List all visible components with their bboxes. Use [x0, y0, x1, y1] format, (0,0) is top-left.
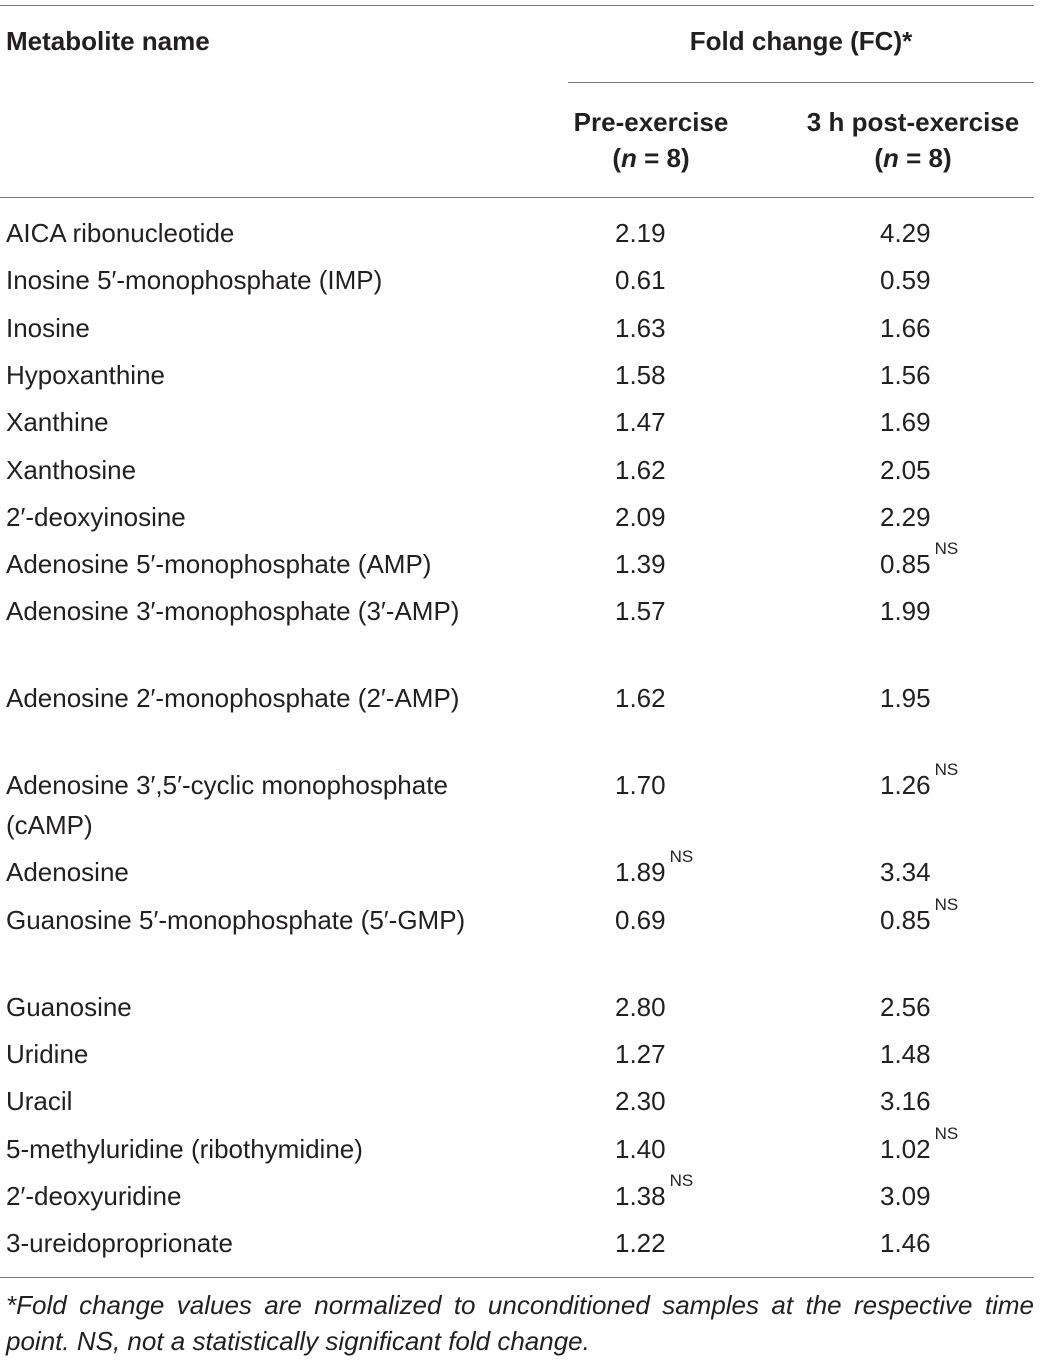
- metabolite-name-cell: Inosine 5′-monophosphate (IMP): [6, 265, 383, 296]
- pre-exercise-fc-value: 0.69: [615, 904, 666, 935]
- header-post-exercise-label: 3 h post-exercise: [806, 107, 1020, 137]
- pre-exercise-fc-cell: [615, 678, 666, 718]
- post-exercise-fc-cell: [880, 591, 931, 631]
- post-exercise-fc-value: 2.05: [880, 454, 931, 485]
- not-significant-marker: NS: [934, 1123, 959, 1143]
- pre-exercise-fc-cell: [615, 847, 694, 892]
- header-post-exercise-n: (n = 8): [874, 143, 952, 173]
- pre-exercise-fc-value: 1.40: [615, 1133, 666, 1164]
- post-exercise-fc-value: 1.69: [880, 407, 931, 438]
- pre-exercise-fc-cell: [615, 260, 666, 300]
- pre-exercise-fc-cell: [615, 544, 666, 584]
- pre-exercise-fc-cell: [615, 1170, 694, 1216]
- header-bottom-rule: [0, 197, 1034, 198]
- post-exercise-fc-cell: [880, 760, 959, 805]
- not-significant-marker: NS: [669, 847, 694, 867]
- pre-exercise-fc-cell: [615, 402, 666, 442]
- post-exercise-fc-value: 2.29: [880, 501, 931, 532]
- post-exercise-fc-cell: [880, 1176, 931, 1216]
- header-post-exercise: [785, 104, 1041, 176]
- post-exercise-fc-cell: [880, 539, 959, 584]
- header-metabolite-name: Metabolite name: [6, 26, 210, 56]
- pre-exercise-fc-value: 1.57: [615, 596, 666, 627]
- metabolite-name-cell: Uridine: [6, 1039, 89, 1069]
- table-footnote: *Fold change values are normalized to unconditioned samples at the respective time point. NS, not a statistically significant fold change.: [6, 1290, 1034, 1356]
- pre-exercise-fc-cell: [615, 1081, 666, 1121]
- pre-exercise-fc-value: 1.62: [615, 454, 666, 485]
- metabolite-name-cell: Uracil: [6, 1086, 73, 1117]
- pre-exercise-fc-cell: [615, 213, 666, 253]
- pre-exercise-fc-cell: [615, 497, 666, 537]
- post-exercise-fc-value: 3.09: [880, 1180, 931, 1211]
- post-exercise-fc-cell: [880, 678, 931, 718]
- top-rule: [0, 5, 1034, 6]
- metabolite-name-cell: Adenosine 3′-monophosphate (3′-AMP): [6, 596, 460, 627]
- post-exercise-fc-cell: [880, 1223, 931, 1263]
- pre-exercise-fc-value: 1.63: [615, 312, 666, 343]
- pre-exercise-fc-cell: [615, 1129, 666, 1169]
- post-exercise-fc-value: 1.66: [880, 312, 931, 343]
- pre-exercise-fc-value: 1.58: [615, 359, 666, 390]
- pre-exercise-fc-value: 2.09: [615, 501, 666, 532]
- pre-exercise-fc-value: 1.47: [615, 407, 666, 438]
- not-significant-marker: NS: [934, 894, 959, 914]
- pre-exercise-fc-value: 1.89: [615, 857, 666, 888]
- post-exercise-fc-value: 4.29: [880, 218, 931, 248]
- post-exercise-fc-value: 1.26: [880, 770, 931, 801]
- post-exercise-fc-cell: [880, 497, 931, 537]
- post-exercise-fc-cell: [880, 852, 931, 892]
- post-exercise-fc-value: 3.16: [880, 1086, 931, 1117]
- pre-exercise-fc-cell: [615, 987, 666, 1027]
- metabolite-name-cell: Guanosine: [6, 991, 132, 1022]
- metabolite-name-cell: Xanthine: [6, 407, 109, 438]
- metabolite-name-cell: Adenosine 5′-monophosphate (AMP): [6, 549, 432, 580]
- metabolite-name-cell: Adenosine 2′-monophosphate (2′-AMP): [6, 683, 460, 714]
- post-exercise-fc-cell: [880, 987, 931, 1027]
- pre-exercise-fc-cell: [615, 308, 666, 348]
- metabolite-name-cell: Adenosine: [6, 857, 129, 888]
- post-exercise-fc-value: 3.34: [880, 857, 931, 888]
- pre-exercise-fc-value: 2.30: [615, 1086, 666, 1117]
- metabolite-name-cell: Adenosine 3′,5′-cyclic monophosphate (cAMP): [6, 770, 448, 841]
- pre-exercise-fc-value: 1.22: [615, 1228, 666, 1259]
- header-pre-exercise-n: (n = 8): [612, 143, 690, 173]
- post-exercise-fc-value: 1.99: [880, 596, 931, 627]
- post-exercise-fc-value: 1.95: [880, 683, 931, 714]
- post-exercise-fc-cell: [880, 1081, 931, 1121]
- post-exercise-fc-cell: [880, 1123, 959, 1169]
- pre-exercise-fc-cell: [615, 355, 666, 395]
- post-exercise-fc-cell: [880, 1034, 931, 1074]
- table-bottom-rule: [0, 1277, 1034, 1278]
- post-exercise-fc-cell: [880, 894, 959, 940]
- post-exercise-fc-value: 1.56: [880, 359, 931, 390]
- metabolite-name-cell: Inosine: [6, 312, 90, 343]
- header-pre-exercise-label: Pre-exercise: [573, 107, 729, 137]
- pre-exercise-fc-value: 1.39: [615, 549, 666, 580]
- pre-exercise-fc-cell: [615, 450, 666, 490]
- post-exercise-fc-value: 0.85: [880, 549, 931, 580]
- metabolite-name-cell: 2′-deoxyinosine: [6, 501, 186, 532]
- post-exercise-fc-cell: [880, 308, 931, 348]
- post-exercise-fc-cell: [880, 213, 931, 253]
- pre-exercise-fc-value: 2.80: [615, 991, 666, 1022]
- pre-exercise-fc-cell: [615, 765, 666, 805]
- post-exercise-fc-value: 0.85: [880, 904, 931, 935]
- pre-exercise-fc-value: 1.70: [615, 770, 666, 801]
- post-exercise-fc-value: 1.02: [880, 1133, 931, 1164]
- pre-exercise-fc-value: 0.61: [615, 265, 666, 296]
- header-fold-change-label: Fold change (FC)*: [689, 26, 913, 56]
- metabolite-name-cell: AICA ribonucleotide: [6, 218, 235, 248]
- post-exercise-fc-cell: [880, 355, 931, 395]
- metabolite-name-cell: Hypoxanthine: [6, 359, 165, 390]
- post-exercise-fc-value: 1.46: [880, 1228, 931, 1259]
- pre-exercise-fc-value: 1.38: [615, 1180, 666, 1211]
- not-significant-marker: NS: [934, 539, 959, 559]
- pre-exercise-fc-cell: [615, 591, 666, 631]
- pre-exercise-fc-cell: [615, 1223, 666, 1263]
- fold-change-underline: [568, 82, 1034, 83]
- post-exercise-fc-value: 2.56: [880, 991, 931, 1022]
- metabolite-name-cell: 2′-deoxyuridine: [6, 1180, 182, 1211]
- metabolite-name-cell: 3-ureidoproprionate: [6, 1228, 233, 1259]
- header-pre-exercise: [556, 104, 746, 176]
- pre-exercise-fc-value: 1.27: [615, 1039, 666, 1069]
- metabolite-name-cell: Guanosine 5′-monophosphate (5′-GMP): [6, 904, 466, 935]
- pre-exercise-fc-value: 2.19: [615, 218, 666, 248]
- metabolite-name-cell: 5-methyluridine (ribothymidine): [6, 1133, 363, 1164]
- post-exercise-fc-value: 1.48: [880, 1039, 931, 1069]
- metabolite-name-cell: Xanthosine: [6, 454, 137, 485]
- pre-exercise-fc-cell: [615, 900, 666, 940]
- post-exercise-fc-cell: [880, 402, 931, 442]
- not-significant-marker: NS: [669, 1170, 694, 1190]
- post-exercise-fc-cell: [880, 450, 931, 490]
- pre-exercise-fc-value: 1.62: [615, 683, 666, 714]
- header-fold-change: [568, 23, 1034, 59]
- pre-exercise-fc-cell: [615, 1034, 666, 1074]
- not-significant-marker: NS: [934, 760, 959, 780]
- post-exercise-fc-value: 0.59: [880, 265, 931, 296]
- post-exercise-fc-cell: [880, 260, 931, 300]
